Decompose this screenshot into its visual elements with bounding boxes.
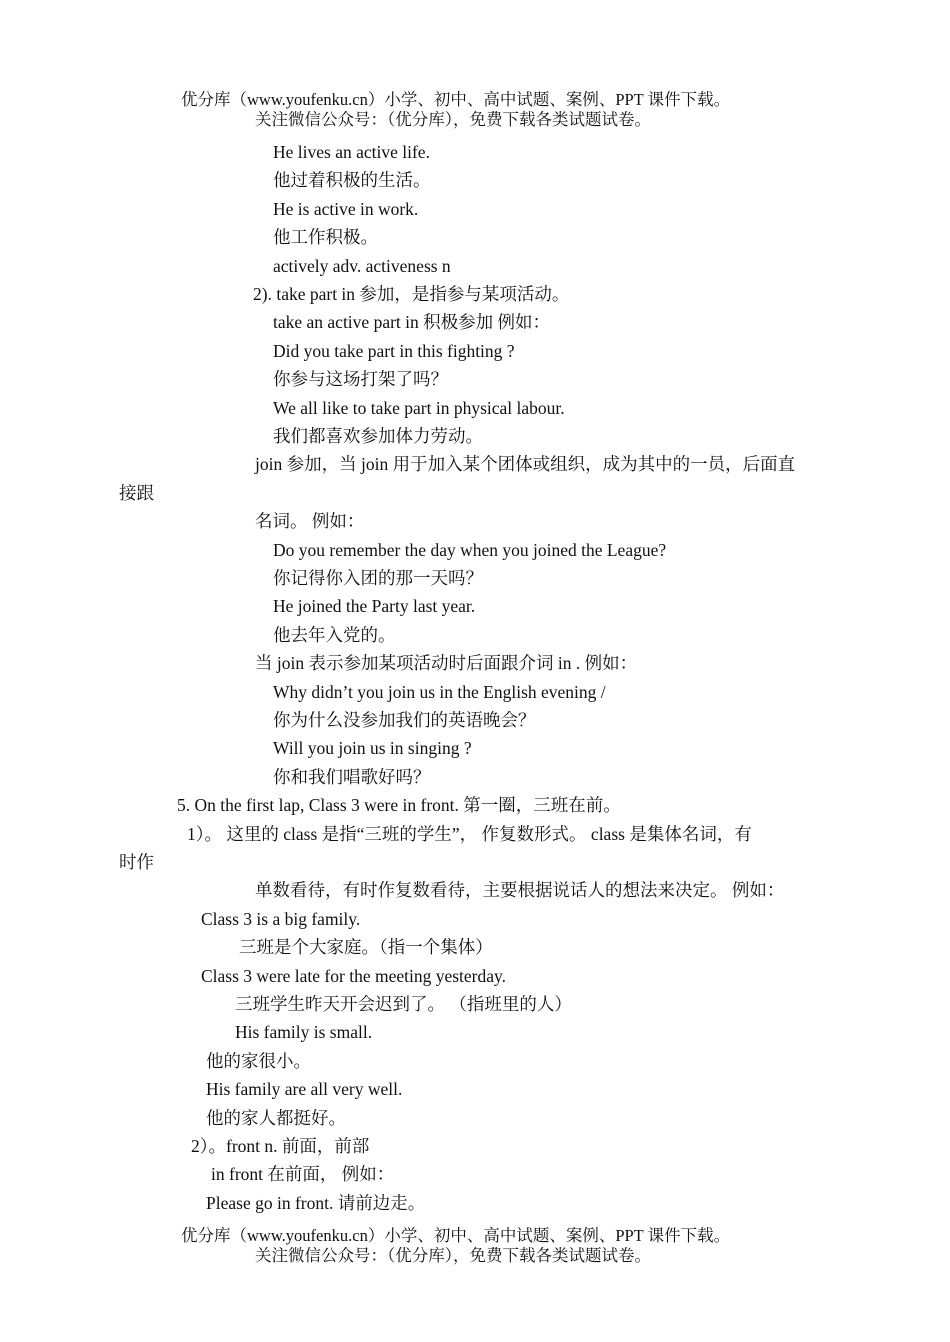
text-line: He lives an active life. (273, 142, 430, 162)
text-line: actively adv. activeness n (273, 256, 451, 276)
text-line: He is active in work. (273, 199, 419, 219)
text-line: 当 join 表示参加某项活动时后面跟介词 in . 例如： (255, 653, 638, 673)
text-line: 他去年入党的。 (273, 625, 396, 645)
text-line: take an active part in 积极参加 例如： (273, 312, 551, 332)
text-line: 2）。front n. 前面，前部 (191, 1136, 370, 1156)
text-line: Will you join us in singing ? (273, 738, 472, 758)
header-line-1: 优分库（www.youfenku.cn）小学、初中、高中试题、案例、PPT 课件下载。 (181, 90, 731, 109)
text-line: in front 在前面， 例如： (211, 1164, 395, 1184)
section-heading: 5. On the first lap, Class 3 were in front. 第一圈，三班在前。 (177, 795, 621, 815)
text-line: Class 3 is a big family. (201, 909, 361, 929)
footer-line-2: 关注微信公众号：（优分库），免费下载各类试题试卷。 (255, 1246, 651, 1265)
footer-line-1: 优分库（www.youfenku.cn）小学、初中、高中试题、案例、PPT 课件下载。 (181, 1226, 731, 1245)
text-line: 2). take part in 参加，是指参与某项活动。 (253, 284, 570, 304)
text-line: 他的家很小。 (206, 1051, 311, 1071)
text-line: 你和我们唱歌好吗？ (273, 767, 431, 787)
text-line: 他的家人都挺好。 (206, 1108, 346, 1128)
text-line: 名词。 例如： (255, 511, 365, 531)
text-line: Class 3 were late for the meeting yesterday. (201, 966, 507, 986)
text-line: 你参与这场打架了吗？ (273, 369, 448, 389)
text-line: 你为什么没参加我们的英语晚会？ (273, 710, 536, 730)
text-line: 三班学生昨天开会迟到了。 （指班里的人） (235, 994, 572, 1014)
text-line: He joined the Party last year. (273, 596, 476, 616)
text-line: His family are all very well. (206, 1079, 403, 1099)
text-line: 接跟 (119, 483, 154, 503)
text-line: Do you remember the day when you joined the League? (273, 540, 667, 560)
text-line: His family is small. (235, 1022, 373, 1042)
text-line: 他工作积极。 (273, 227, 378, 247)
text-line: join 参加，当 join 用于加入某个团体或组织，成为其中的一员，后面直 (255, 454, 796, 474)
text-line: Please go in front. 请前边走。 (206, 1193, 426, 1213)
text-line: We all like to take part in physical labour. (273, 398, 565, 418)
header-line-2: 关注微信公众号：（优分库），免费下载各类试题试卷。 (255, 110, 651, 129)
text-line: 他过着积极的生活。 (273, 170, 431, 190)
text-line: Why didn’t you join us in the English evening / (273, 682, 606, 702)
text-line: 我们都喜欢参加体力劳动。 (273, 426, 483, 446)
text-line: 时作 (119, 852, 154, 872)
text-line: 你记得你入团的那一天吗？ (273, 568, 483, 588)
text-line: 三班是个大家庭。（指一个集体） (239, 937, 493, 957)
text-line: Did you take part in this fighting ? (273, 341, 515, 361)
text-line: 1）。 这里的 class 是指“三班的学生”， 作复数形式。 class 是集体名词，有 (187, 824, 752, 844)
text-line: 单数看待，有时作复数看待，主要根据说话人的想法来决定。 例如： (255, 880, 785, 900)
